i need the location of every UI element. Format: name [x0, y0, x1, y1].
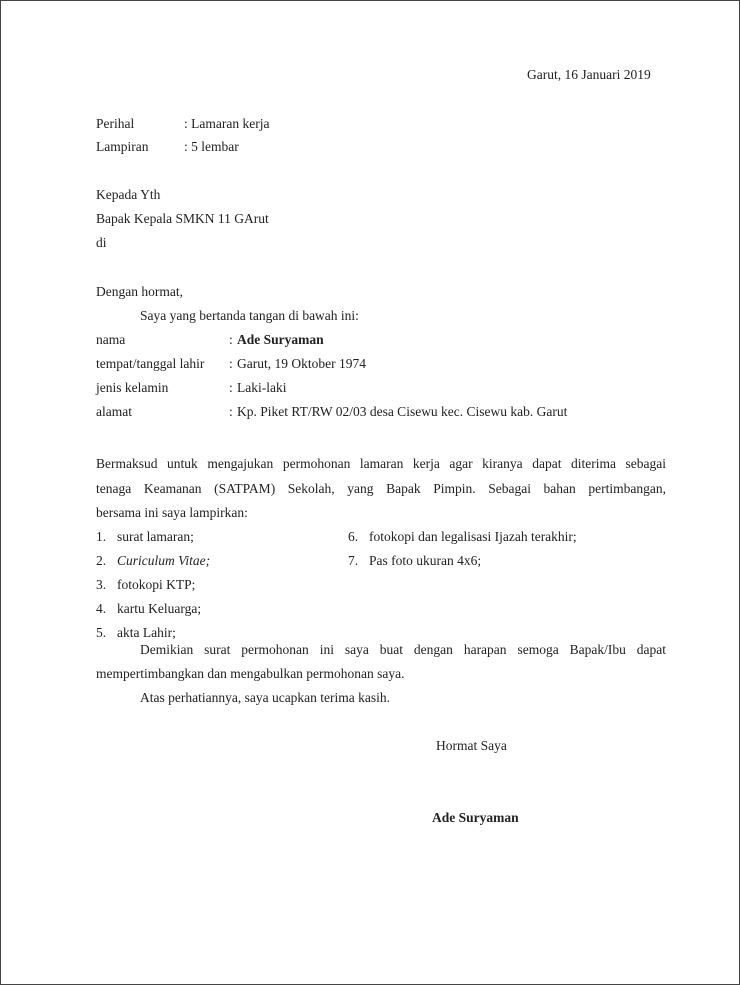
identity-label-birth: tempat/tanggal lahir [96, 356, 205, 371]
list-number: 4. [96, 601, 107, 616]
identity-label-gender: jenis kelamin [96, 380, 169, 395]
list-number: 2. [96, 553, 107, 568]
list-item: fotokopi KTP; [117, 577, 196, 592]
list-item: surat lamaran; [117, 529, 194, 544]
letter-date: Garut, 16 Januari 2019 [527, 67, 651, 82]
list-number: 3. [96, 577, 107, 592]
identity-value-name: Ade Suryaman [237, 332, 324, 347]
list-item: Pas foto ukuran 4x6; [369, 553, 482, 568]
list-item: fotokopi dan legalisasi Ijazah terakhir; [369, 529, 577, 544]
signoff: Hormat Saya [436, 738, 507, 753]
list-item: akta Lahir; [117, 625, 176, 640]
recipient-line-3: di [96, 235, 107, 250]
closing-line-2: mempertimbangkan dan mengabulkan permohonan saya. [96, 666, 405, 681]
closing-line-1: Demikian surat permohonan ini saya buat dengan harapan semoga Bapak/Ibu dapat [140, 642, 666, 657]
identity-colon: : [229, 356, 233, 371]
greeting: Dengan hormat, [96, 284, 183, 299]
identity-value-birth: Garut, 19 Oktober 1974 [237, 356, 366, 371]
recipient-line-2: Bapak Kepala SMKN 11 GArut [96, 211, 269, 226]
list-item: Curiculum Vitae; [117, 553, 211, 568]
subject-value: : Lamaran kerja [184, 116, 270, 131]
list-number: 5. [96, 625, 107, 640]
list-item: kartu Keluarga; [117, 601, 202, 616]
identity-label-address: alamat [96, 404, 132, 419]
attachment-label: Lampiran [96, 139, 149, 154]
closing-line-3: Atas perhatiannya, saya ucapkan terima kasih. [140, 690, 391, 705]
identity-colon: : [229, 404, 233, 419]
list-number: 1. [96, 529, 107, 544]
signer-name: Ade Suryaman [432, 810, 519, 825]
identity-value-address: Kp. Piket RT/RW 02/03 desa Cisewu kec. Cisewu kab. Garut [237, 404, 568, 419]
identity-colon: : [229, 380, 233, 395]
subject-label: Perihal [96, 116, 135, 131]
recipient-line-1: Kepada Yth [96, 187, 161, 202]
purpose-line-2: tenaga Keamanan (SATPAM) Sekolah, yang Bapak Pimpin. Sebagai bahan pertimbangan, [96, 481, 666, 496]
purpose-line-3: bersama ini saya lampirkan: [96, 505, 248, 520]
attachment-value: : 5 lembar [184, 139, 239, 154]
identity-label-name: nama [96, 332, 126, 347]
identity-colon: : [229, 332, 233, 347]
identity-value-gender: Laki-laki [237, 380, 287, 395]
purpose-line-1: Bermaksud untuk mengajukan permohonan lamaran kerja agar kiranya dapat diterima sebagai [96, 456, 666, 471]
list-number: 7. [348, 553, 359, 568]
list-number: 6. [348, 529, 359, 544]
intro-text: Saya yang bertanda tangan di bawah ini: [140, 308, 359, 323]
